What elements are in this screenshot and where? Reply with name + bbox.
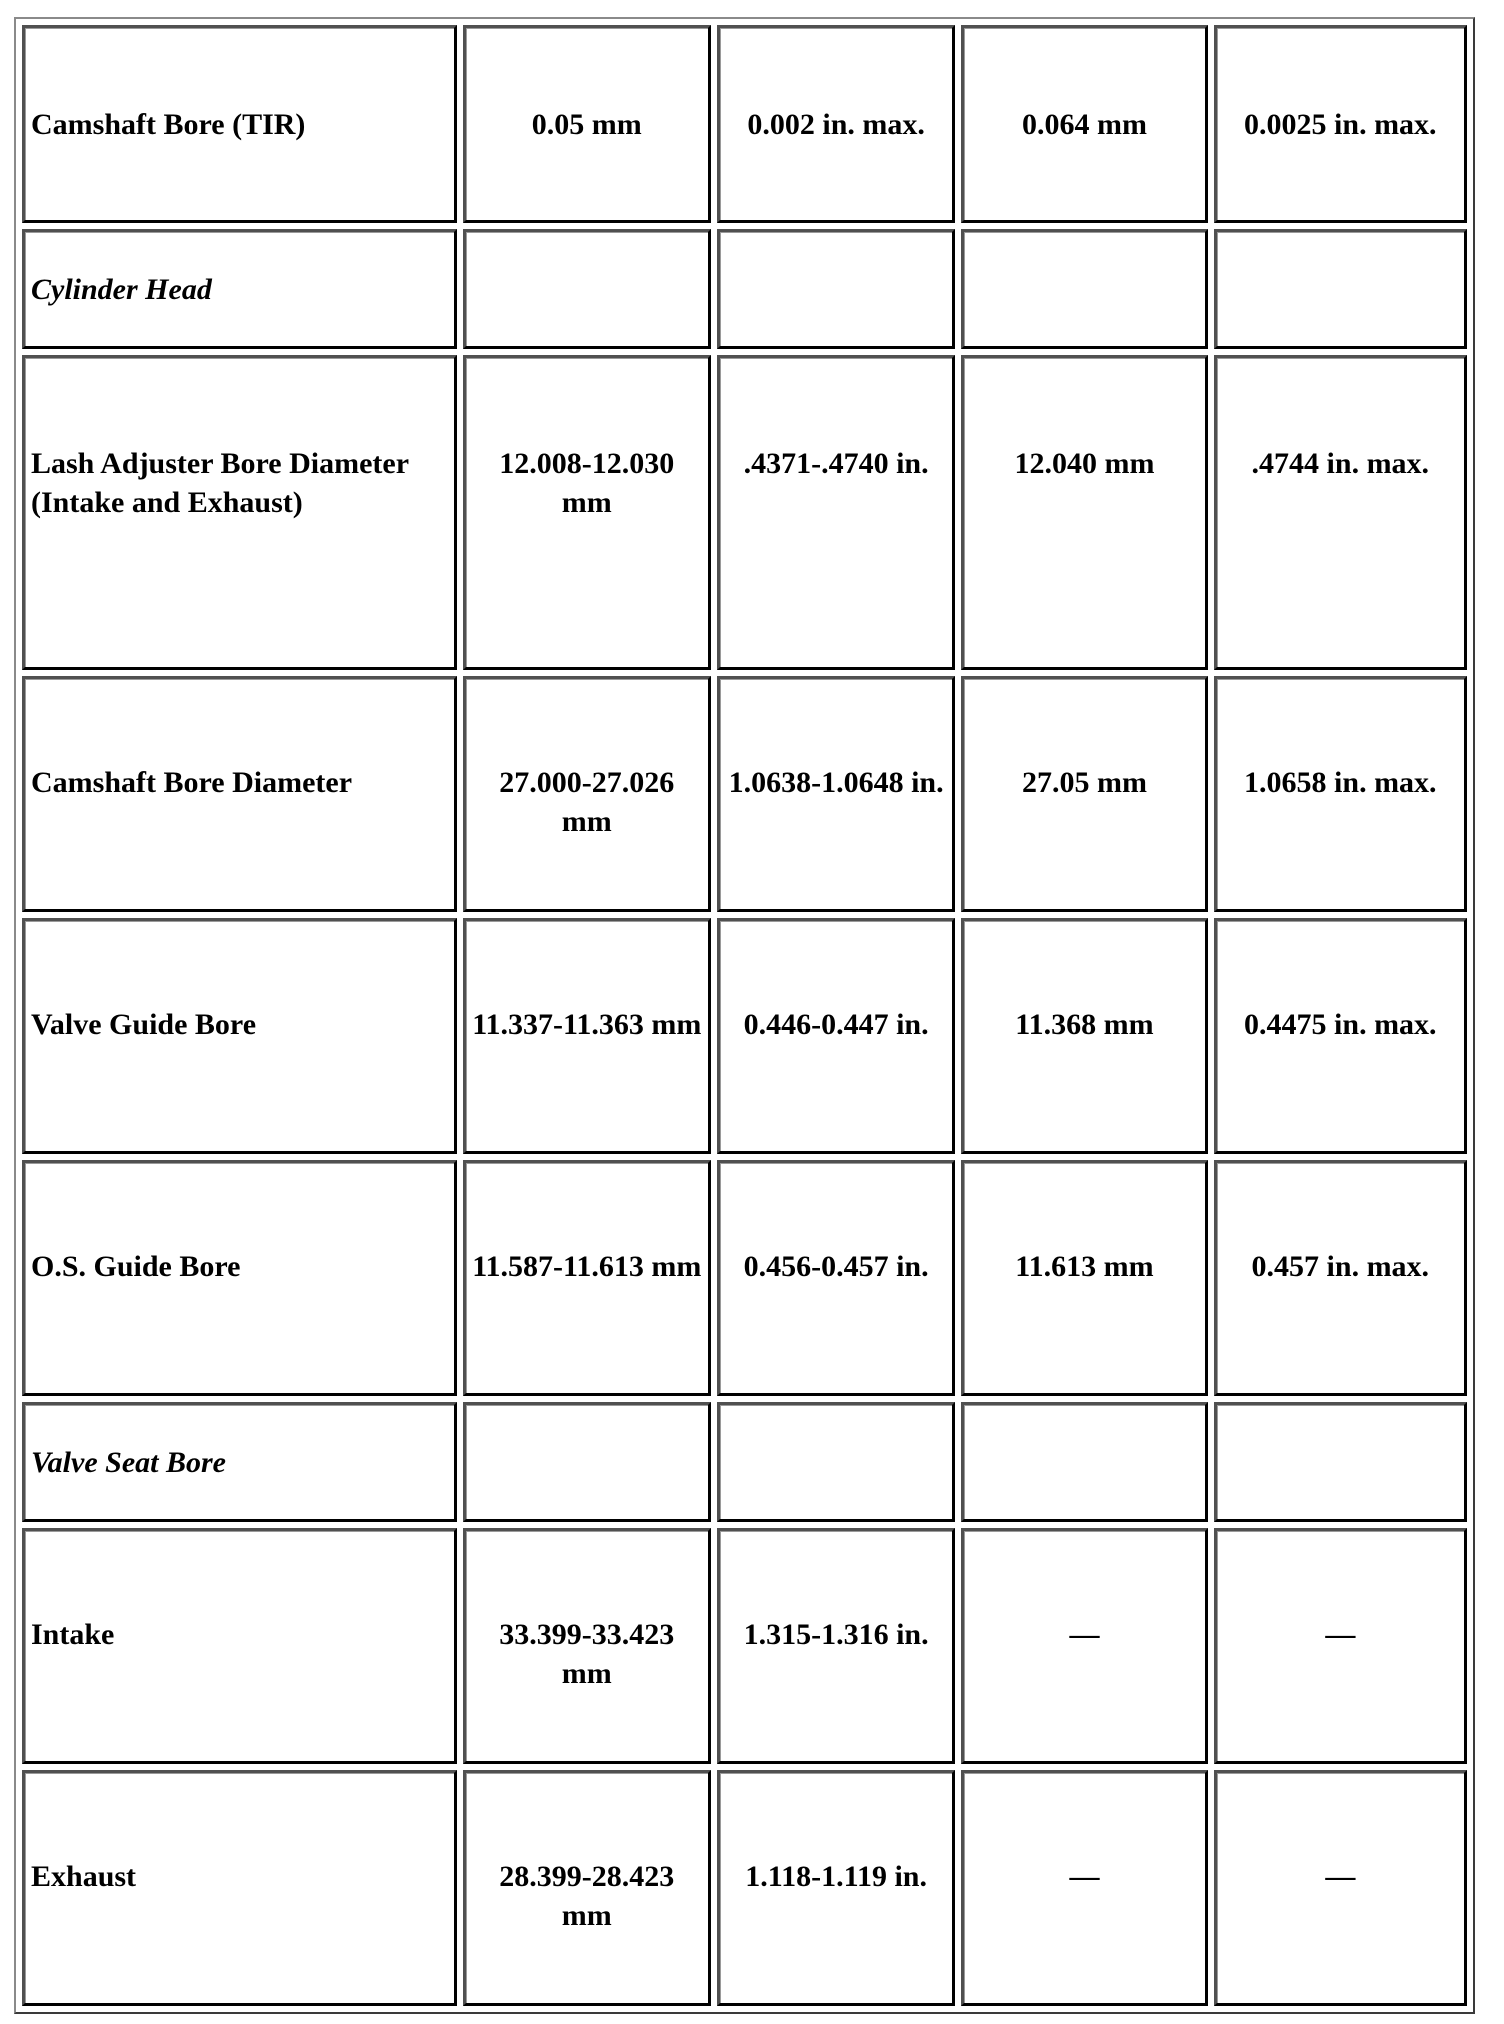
cell-metric-spec: 12.008-12.030 mm	[463, 355, 711, 670]
cell-empty	[1214, 1402, 1467, 1522]
cell-empty	[717, 229, 955, 349]
cell-imperial-limit: 0.0025 in. max.	[1214, 25, 1467, 223]
table-section-cylinder-head	[22, 229, 1467, 349]
cell-metric-limit: —	[961, 1770, 1207, 2006]
cell-imperial-spec: 0.446-0.447 in.	[717, 918, 955, 1154]
table-row-intake	[22, 1528, 1467, 1764]
cell-imperial-spec: 1.315-1.316 in.	[717, 1528, 955, 1764]
cell-empty	[463, 1402, 711, 1522]
cell-metric-spec: 27.000-27.026 mm	[463, 676, 711, 912]
cell-empty	[717, 1402, 955, 1522]
row-label-line: Lash Adjuster Bore Diameter	[31, 447, 410, 480]
row-label: Valve Guide Bore	[22, 918, 457, 1154]
cell-imperial-limit: 1.0658 in. max.	[1214, 676, 1467, 912]
table-row-camshaft-bore-diameter	[22, 676, 1467, 912]
cell-empty	[463, 229, 711, 349]
row-label: Camshaft Bore (TIR)	[22, 25, 457, 223]
cell-metric-limit: 11.613 mm	[961, 1160, 1207, 1396]
table-row-lash-adjuster-bore	[22, 355, 1467, 670]
table-row-exhaust	[22, 1770, 1467, 2006]
cell-empty	[961, 229, 1207, 349]
row-label: O.S. Guide Bore	[22, 1160, 457, 1396]
cell-imperial-spec: 0.456-0.457 in.	[717, 1160, 955, 1396]
row-label: Exhaust	[22, 1770, 457, 2006]
cell-metric-spec: 28.399-28.423 mm	[463, 1770, 711, 2006]
cell-metric-limit: 11.368 mm	[961, 918, 1207, 1154]
cell-metric-spec: 0.05 mm	[463, 25, 711, 223]
cell-empty	[1214, 229, 1467, 349]
row-label-subline: (Intake and Exhaust)	[31, 486, 303, 519]
cell-metric-spec: 33.399-33.423 mm	[463, 1528, 711, 1764]
cell-imperial-spec: .4371-.4740 in.	[717, 355, 955, 670]
cell-metric-spec: 11.337-11.363 mm	[463, 918, 711, 1154]
cell-imperial-spec: 1.118-1.119 in.	[717, 1770, 955, 2006]
cell-imperial-spec: 0.002 in. max.	[717, 25, 955, 223]
cell-metric-spec: 11.587-11.613 mm	[463, 1160, 711, 1396]
table-section-valve-seat-bore	[22, 1402, 1467, 1522]
cell-metric-limit: —	[961, 1528, 1207, 1764]
cell-metric-limit: 27.05 mm	[961, 676, 1207, 912]
table-row-camshaft-bore-tir	[22, 25, 1467, 223]
cell-metric-limit: 0.064 mm	[961, 25, 1207, 223]
cell-imperial-limit: 0.457 in. max.	[1214, 1160, 1467, 1396]
row-label	[22, 355, 457, 670]
cell-imperial-limit: .4744 in. max.	[1214, 355, 1467, 670]
cell-imperial-limit: 0.4475 in. max.	[1214, 918, 1467, 1154]
row-label: Intake	[22, 1528, 457, 1764]
cell-imperial-limit: —	[1214, 1528, 1467, 1764]
cell-imperial-spec: 1.0638-1.0648 in.	[717, 676, 955, 912]
table-row-valve-guide-bore	[22, 918, 1467, 1154]
row-label: Camshaft Bore Diameter	[22, 676, 457, 912]
cell-metric-limit: 12.040 mm	[961, 355, 1207, 670]
section-heading: Cylinder Head	[22, 229, 457, 349]
cell-imperial-limit: —	[1214, 1770, 1467, 2006]
cell-empty	[961, 1402, 1207, 1522]
spec-table	[14, 17, 1475, 2014]
section-heading: Valve Seat Bore	[22, 1402, 457, 1522]
table-row-os-guide-bore	[22, 1160, 1467, 1396]
